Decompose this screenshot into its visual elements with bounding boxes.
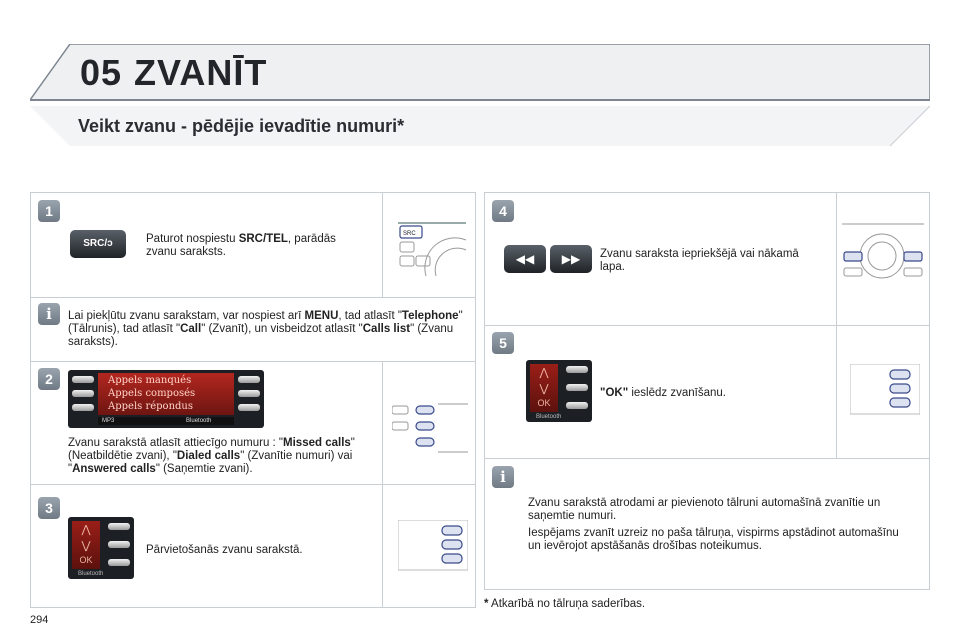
section-title: Veikt zvanu - pēdējie ievadītie numuri* (78, 116, 405, 136)
step-3-badge: 3 (38, 497, 60, 519)
radio-buttons-drawing (392, 400, 470, 460)
step-2-text: Zvanu sarakstā atlasīt attiecīgo numuru : "Missed calls" (Neatbildētie zvani), "Dialed calls" (Zvanītie numuri) vai "Answered calls" (Saņemtie zvani). (68, 437, 355, 475)
src-tel-button-image: SRC/ↄ (70, 230, 126, 258)
step-5-text: "OK" ieslēdz zvanīšanu. (600, 387, 726, 399)
step-1-text: Paturot nospiestu SRC/TEL, parādās zvanu saraksts. (146, 233, 336, 258)
footnote: * Atkarībā no tālruņa saderības. (484, 598, 646, 610)
ok-panel-image: ⋀ ⋁ OK Bluetooth (68, 517, 134, 579)
info-2-para-2: Iespējams zvanīt uzreiz no paša tālruņa, vispirms apstādinot automašīnu un ievērojot apstāšanās drošības noteikumus. (528, 527, 899, 552)
info-2-para-1: Zvanu sarakstā atrodami ar pievienoto tālruni automašīnā zvanītie un saņemtie numuri. (528, 497, 881, 522)
step-5-badge: 5 (492, 332, 514, 354)
display-screen-image (68, 370, 264, 428)
svg-text:SRC: SRC (403, 231, 416, 237)
screen-line-2: Appels composés (108, 388, 196, 399)
step-3-text: Pārvietošanās zvanu sarakstā. (146, 544, 303, 556)
step-1-badge: 1 (38, 200, 60, 222)
ok-panel-image-2: ⋀ ⋁ OK Bluetooth (526, 360, 592, 422)
info-2-badge: i (492, 466, 514, 488)
page-number: 294 (30, 614, 49, 626)
screen-line-1: Appels manqués (108, 375, 192, 386)
step-4-badge: 4 (492, 200, 514, 222)
steering-control-drawing (396, 216, 468, 276)
seek-next-button-image: ▶▶ (550, 245, 592, 273)
info-1-text: Lai piekļūtu zvanu sarakstam, var nospiest arī MENU, tad atlasīt "Telephone" (Tālrunis), tad atlasīt "Call" (Zvanīt), un visbeidzot atlasīt "Calls list" (Zvanu saraksts). (68, 310, 463, 348)
ok-buttons-drawing-right (850, 364, 920, 416)
step-2-badge: 2 (38, 368, 60, 390)
screen-bar-right: Bluetooth (186, 418, 212, 424)
screen-line-3: Appels répondus (108, 401, 193, 412)
seek-prev-button-image: ◀◀ (504, 245, 546, 273)
ok-buttons-drawing-left (398, 520, 468, 572)
info-1-badge: i (38, 303, 60, 325)
chapter-title: ZVANĪT (134, 52, 268, 93)
radio-dial-drawing (842, 216, 924, 286)
step-4-text: Zvanu saraksta iepriekšējā vai nākamā lapa. (600, 248, 799, 273)
chapter-number: 05 (80, 52, 123, 93)
screen-bar-left: MP3 (102, 418, 115, 424)
